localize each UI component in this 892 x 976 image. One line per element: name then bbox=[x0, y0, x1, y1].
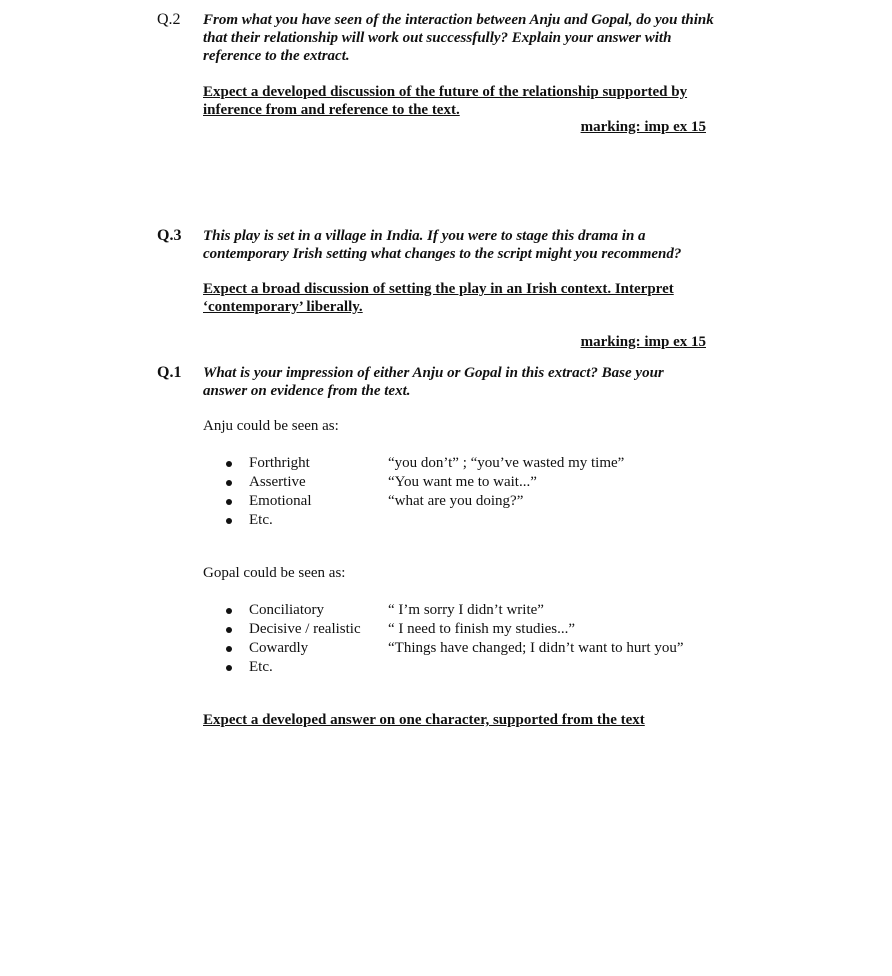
list-item bbox=[0, 620, 892, 639]
q3-marking: marking: imp ex 15 bbox=[580, 334, 706, 350]
q3-expectation bbox=[203, 280, 763, 316]
q2-expectation-line: Expect a developed discussion of the future of the relationship supported by bbox=[203, 84, 688, 100]
q3-question-line: This play is set in a village in India. If you were to stage this drama in a bbox=[203, 228, 646, 244]
trait-label: Emotional bbox=[249, 493, 312, 509]
trait-label: Conciliatory bbox=[249, 602, 324, 618]
q2-number: Q.2 bbox=[157, 11, 181, 28]
bullet-icon bbox=[226, 608, 232, 614]
trait-label: Forthright bbox=[249, 455, 310, 471]
q2-question-line: From what you have seen of the interaction between Anju and Gopal, do you think bbox=[203, 12, 714, 28]
bullet-icon bbox=[226, 627, 232, 633]
q3-expectation-line: Expect a broad discussion of setting the play in an Irish context. Interpret bbox=[203, 281, 674, 297]
anju-intro: Anju could be seen as: bbox=[203, 418, 339, 434]
trait-quote: “what are you doing?” bbox=[388, 493, 524, 509]
q1-question bbox=[203, 364, 763, 400]
q2-question-line: that their relationship will work out successfully? Explain your answer with bbox=[203, 30, 672, 46]
q3-number: Q.3 bbox=[157, 227, 182, 244]
trait-quote: “ I’m sorry I didn’t write” bbox=[388, 602, 544, 618]
q1-number: Q.1 bbox=[157, 364, 182, 381]
q3-question-line: contemporary Irish setting what changes to the script might you recommend? bbox=[203, 246, 682, 262]
bullet-icon bbox=[226, 665, 232, 671]
q1-question-line: answer on evidence from the text. bbox=[203, 383, 411, 399]
list-item bbox=[0, 473, 892, 492]
q2-expectation bbox=[203, 83, 763, 119]
q2-expectation-line: inference from and reference to the text. bbox=[203, 102, 460, 118]
q2-question bbox=[203, 11, 763, 65]
bullet-icon bbox=[226, 461, 232, 467]
list-item bbox=[0, 658, 892, 677]
trait-quote: “you don’t” ; “you’ve wasted my time” bbox=[388, 455, 625, 471]
list-item bbox=[0, 454, 892, 473]
trait-label: Decisive / realistic bbox=[249, 621, 361, 637]
q3-expectation-line: ‘contemporary’ liberally. bbox=[203, 299, 363, 315]
q1-question-line: What is your impression of either Anju or Gopal in this extract? Base your bbox=[203, 365, 664, 381]
trait-label: Assertive bbox=[249, 474, 306, 490]
trait-label: Etc. bbox=[249, 512, 273, 528]
q1-expectation: Expect a developed answer on one character, supported from the text bbox=[203, 712, 645, 728]
bullet-icon bbox=[226, 646, 232, 652]
bullet-icon bbox=[226, 499, 232, 505]
list-item bbox=[0, 511, 892, 530]
list-item bbox=[0, 639, 892, 658]
trait-quote: “Things have changed; I didn’t want to hurt you” bbox=[388, 640, 684, 656]
q2-question-line: reference to the extract. bbox=[203, 48, 350, 64]
q3-question bbox=[203, 227, 763, 263]
bullet-icon bbox=[226, 480, 232, 486]
trait-label: Cowardly bbox=[249, 640, 309, 656]
trait-quote: “ I need to finish my studies...” bbox=[388, 621, 576, 637]
list-item bbox=[0, 601, 892, 620]
q2-marking: marking: imp ex 15 bbox=[580, 119, 706, 135]
bullet-icon bbox=[226, 518, 232, 524]
gopal-intro: Gopal could be seen as: bbox=[203, 565, 346, 581]
list-item bbox=[0, 492, 892, 511]
trait-label: Etc. bbox=[249, 659, 273, 675]
trait-quote: “You want me to wait...” bbox=[388, 474, 537, 490]
